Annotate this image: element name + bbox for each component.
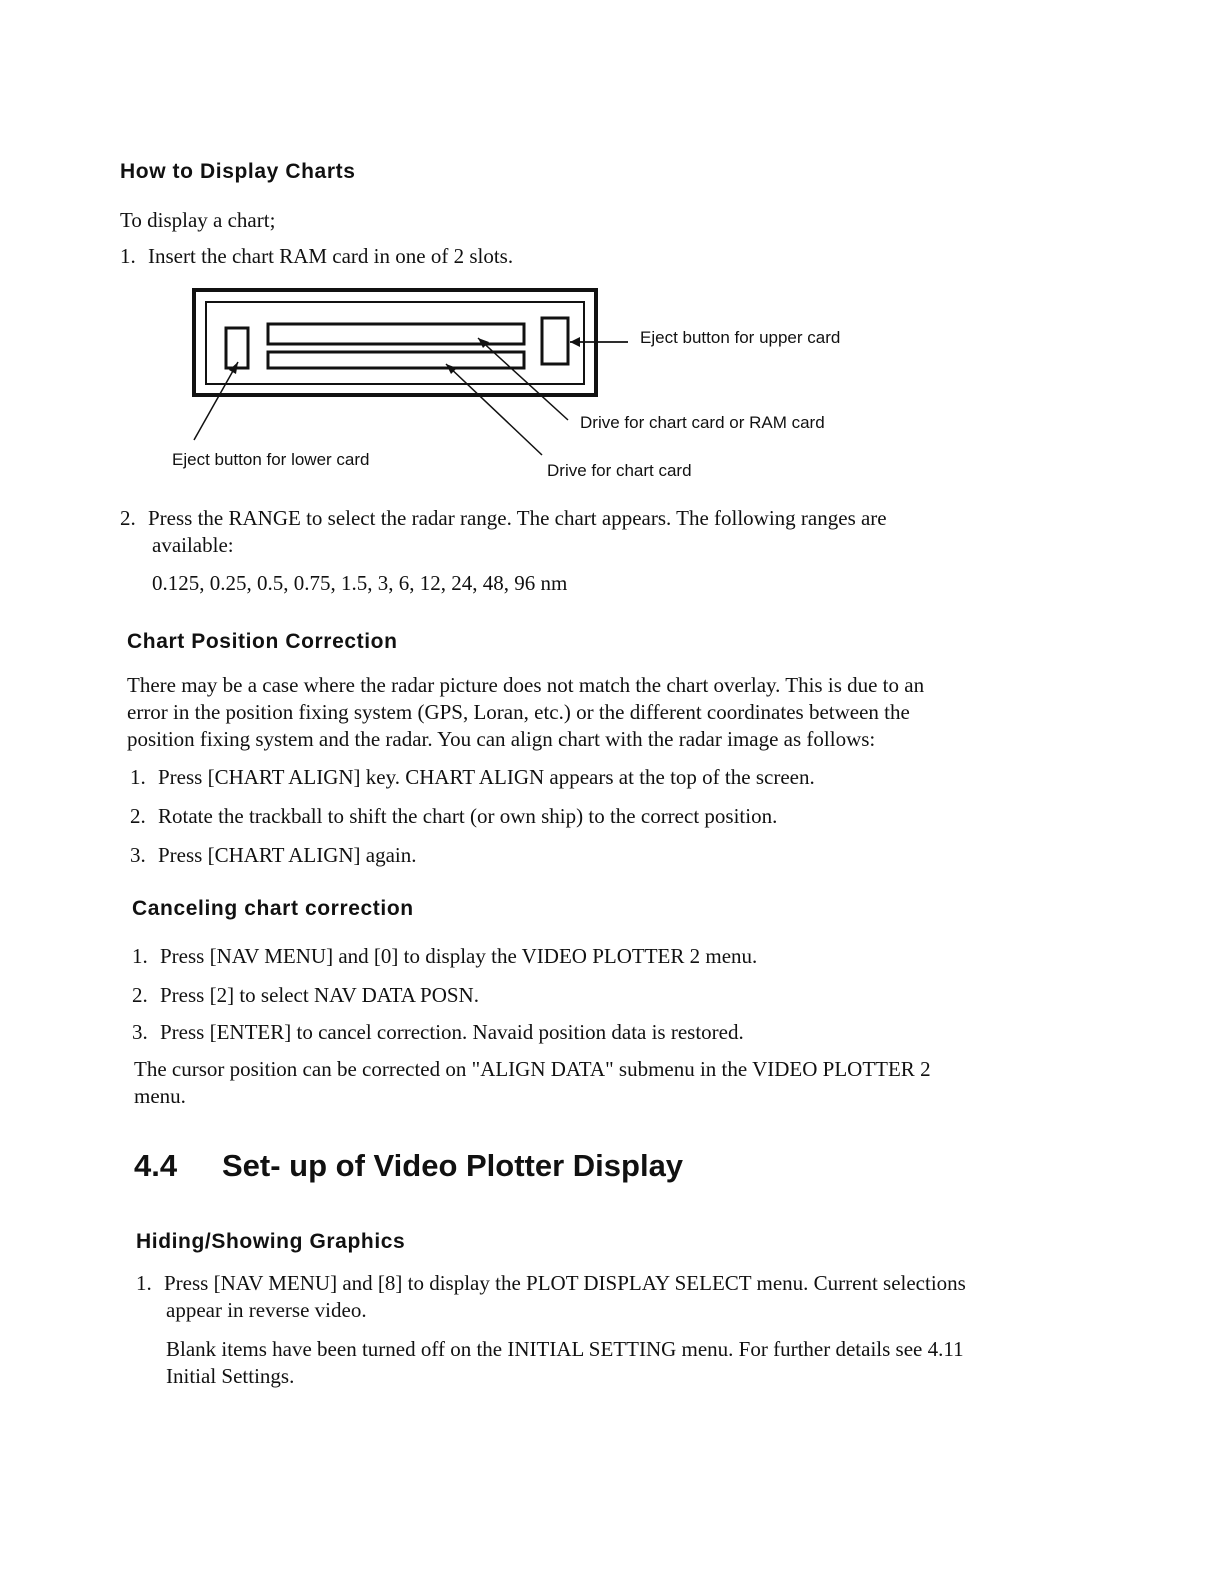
eject-button-lower bbox=[226, 328, 248, 368]
step-text: Press [ENTER] to cancel correction. Navaid position data is restored. bbox=[160, 1020, 744, 1044]
heading-hiding-showing-graphics: Hiding/Showing Graphics bbox=[136, 1230, 406, 1253]
step-number: 1. bbox=[136, 1271, 152, 1295]
lower-card-slot bbox=[268, 352, 524, 368]
range-list: 0.125, 0.25, 0.5, 0.75, 1.5, 3, 6, 12, 24, 48, 96 nm bbox=[152, 571, 568, 595]
correction-step-1 bbox=[130, 764, 815, 791]
section-title bbox=[134, 1148, 683, 1184]
step-text: Press [NAV MENU] and [8] to display the PLOT DISPLAY SELECT menu. Current selections bbox=[164, 1271, 966, 1295]
plot-step-1-cont: appear in reverse video. bbox=[166, 1298, 367, 1322]
plot-step-1 bbox=[136, 1270, 966, 1297]
step-number: 3. bbox=[130, 843, 146, 867]
step-text: Press [NAV MENU] and [0] to display the VIDEO PLOTTER 2 menu. bbox=[160, 944, 758, 968]
step-press-range bbox=[120, 505, 887, 532]
plot-note-line-1: Blank items have been turned off on the INITIAL SETTING menu. For further details see 4.11 bbox=[166, 1337, 964, 1361]
step-number: 2. bbox=[120, 506, 136, 530]
leader-eject-lower bbox=[194, 362, 238, 440]
step-press-range-cont: available: bbox=[152, 533, 234, 557]
step-text: Insert the chart RAM card in one of 2 slots. bbox=[148, 244, 514, 268]
label-eject-lower: Eject button for lower card bbox=[172, 450, 370, 469]
para-line-1: There may be a case where the radar picture does not match the chart overlay. This is due to an bbox=[127, 673, 925, 697]
label-drive-chart-or-ram: Drive for chart card or RAM card bbox=[580, 413, 825, 432]
leader-drive-chart bbox=[446, 364, 542, 455]
cancel-step-1 bbox=[132, 943, 757, 970]
intro-text: To display a chart; bbox=[120, 208, 276, 232]
step-number: 1. bbox=[120, 244, 136, 268]
step-text: Press [CHART ALIGN] key. CHART ALIGN appears at the top of the screen. bbox=[158, 765, 815, 789]
step-text: Press [2] to select NAV DATA POSN. bbox=[160, 983, 479, 1007]
para-line-3: position fixing system and the radar. You can align chart with the radar image as follows: bbox=[127, 727, 876, 751]
step-text: Rotate the trackball to shift the chart (or own ship) to the correct position. bbox=[158, 804, 778, 828]
step-text: Press the RANGE to select the radar range. The chart appears. The following ranges are bbox=[148, 506, 887, 530]
step-number: 2. bbox=[132, 983, 148, 1007]
step-number: 2. bbox=[130, 804, 146, 828]
arrowhead-eject-upper bbox=[570, 337, 580, 347]
step-number: 3. bbox=[132, 1020, 148, 1044]
cursor-note-line-1: The cursor position can be corrected on "ALIGN DATA" submenu in the VIDEO PLOTTER 2 bbox=[134, 1057, 931, 1081]
cancel-step-2 bbox=[132, 982, 479, 1009]
cursor-note-line-2: menu. bbox=[134, 1084, 186, 1108]
cancel-step-3 bbox=[132, 1019, 744, 1046]
para-line-2: error in the position fixing system (GPS, Loran, etc.) or the different coordinates between the bbox=[127, 700, 910, 724]
section-title-text: Set- up of Video Plotter Display bbox=[222, 1148, 684, 1183]
step-number: 1. bbox=[130, 765, 146, 789]
plot-note-line-2: Initial Settings. bbox=[166, 1364, 295, 1388]
label-drive-chart: Drive for chart card bbox=[547, 461, 692, 480]
step-text: Press [CHART ALIGN] again. bbox=[158, 843, 417, 867]
heading-canceling-chart-correction: Canceling chart correction bbox=[132, 897, 414, 920]
label-eject-upper: Eject button for upper card bbox=[640, 328, 841, 347]
correction-step-2 bbox=[130, 803, 777, 830]
step-insert-card bbox=[120, 243, 513, 270]
correction-step-3 bbox=[130, 842, 417, 869]
step-number: 1. bbox=[132, 944, 148, 968]
card-drive-diagram bbox=[160, 280, 900, 505]
heading-how-to-display-charts: How to Display Charts bbox=[120, 160, 356, 183]
eject-button-upper bbox=[542, 318, 568, 364]
heading-chart-position-correction: Chart Position Correction bbox=[127, 630, 398, 653]
section-number: 4.4 bbox=[134, 1148, 178, 1183]
